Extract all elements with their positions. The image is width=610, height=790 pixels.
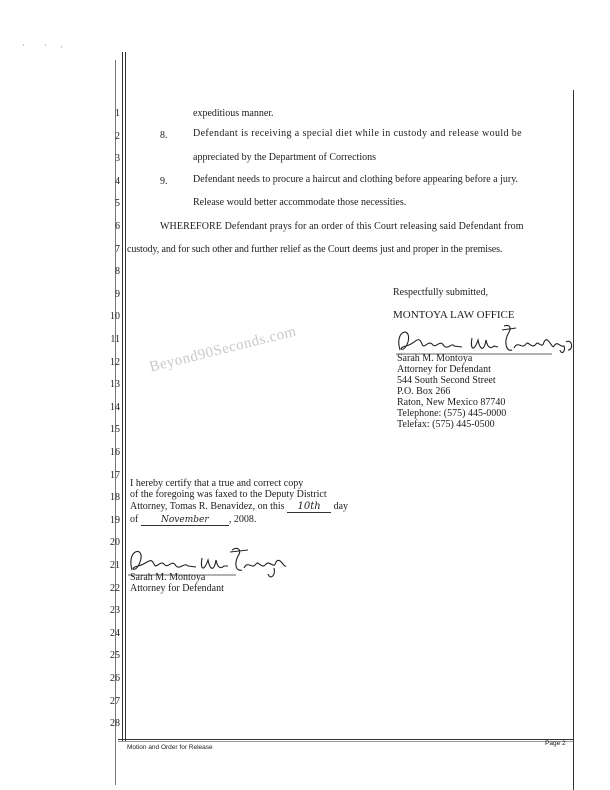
line-number: 22 <box>110 582 120 594</box>
item-9-line-2: Release would better accommodate those necessities. <box>193 197 407 208</box>
line-number: 28 <box>110 718 120 730</box>
certificate-line-1: I hereby certify that a true and correct copy <box>130 478 304 489</box>
line-number: 14 <box>110 401 120 413</box>
certificate-line-2: of the foregoing was faxed to the Deputy District <box>130 489 327 500</box>
line-number: 3 <box>115 153 120 165</box>
item-8-line-2: appreciated by the Department of Corrections <box>193 152 376 163</box>
footer-rule-2 <box>118 741 573 742</box>
scan-speck: · <box>44 40 47 50</box>
attorney-role: Attorney for Defendant <box>397 364 491 375</box>
attorney-telephone: Telephone: (575) 445-0000 <box>397 408 507 419</box>
closing: Respectfully submitted, <box>393 287 488 298</box>
scan-speck: · <box>60 42 63 52</box>
scan-speck: · <box>22 40 25 50</box>
line-number: 23 <box>110 605 120 617</box>
line-number: 16 <box>110 447 120 458</box>
line-number: 5 <box>115 198 120 210</box>
wherefore-line-2: custody, and for such other and further relief as the Court deems just and proper in the premises. <box>127 244 503 255</box>
attorney-name: Sarah M. Montoya <box>397 353 473 364</box>
certificate-name: Sarah M. Montoya <box>130 572 206 583</box>
line-number: 2 <box>115 130 120 142</box>
footer-rule <box>118 739 573 740</box>
line-number: 10 <box>110 311 120 323</box>
attorney-city: Raton, New Mexico 87740 <box>397 397 506 408</box>
line-number: 27 <box>110 695 120 707</box>
certificate-line-3 <box>130 501 348 513</box>
right-margin-rule <box>573 90 574 790</box>
body-line-1: expeditious manner. <box>193 108 274 119</box>
line-number: 1 <box>115 108 120 119</box>
line-number: 26 <box>110 673 120 684</box>
certificate-year: , 2008. <box>228 514 257 525</box>
attorney-street: 544 South Second Street <box>397 375 496 386</box>
certificate-role: Attorney for Defendant <box>130 583 224 594</box>
certificate-line-3-text: Attorney, Tomas R. Benavidez, on this <box>130 501 285 512</box>
line-number: 19 <box>110 514 120 526</box>
line-number: 6 <box>115 221 120 232</box>
line-number: 25 <box>110 650 120 662</box>
wherefore-line-1: WHEREFORE Defendant prays for an order of this Court releasing said Defendant from <box>160 221 524 232</box>
firm-name: MONTOYA LAW OFFICE <box>393 309 515 321</box>
line-number: 18 <box>110 492 120 504</box>
item-8-line-1: Defendant is receiving a special diet while in custody and release would be <box>193 128 522 139</box>
footer-title: Motion and Order for Release <box>127 744 213 751</box>
left-margin-rule <box>122 52 123 742</box>
line-number: 11 <box>110 334 120 345</box>
line-number: 15 <box>110 424 120 436</box>
attorney-telefax: Telefax: (575) 445-0500 <box>397 419 495 430</box>
footer-page-number: Page 2 <box>545 740 566 747</box>
line-number: 9 <box>115 288 120 300</box>
watermark: Beyond90Seconds.com <box>148 323 299 376</box>
certificate-of: of <box>130 514 139 525</box>
item-8-number: 8. <box>160 130 168 141</box>
line-number: 17 <box>110 469 120 481</box>
line-number: 21 <box>110 560 120 571</box>
line-number: 4 <box>115 175 120 187</box>
certificate-day: 10th <box>287 501 331 513</box>
line-number: 24 <box>110 627 120 639</box>
line-number: 7 <box>115 243 120 255</box>
left-margin-rule-double <box>125 52 126 742</box>
certificate-day-suffix: day <box>333 501 349 512</box>
line-number: 13 <box>110 379 120 391</box>
certificate-line-4 <box>130 514 256 526</box>
item-9-line-1: Defendant needs to procure a haircut and clothing before appearing before a jury. <box>193 174 519 185</box>
line-number: 8 <box>115 266 120 278</box>
line-number: 20 <box>110 537 120 549</box>
certificate-month: November <box>141 515 229 526</box>
item-9-number: 9. <box>160 176 168 187</box>
attorney-pobox: P.O. Box 266 <box>397 386 451 397</box>
line-number: 12 <box>110 356 120 368</box>
